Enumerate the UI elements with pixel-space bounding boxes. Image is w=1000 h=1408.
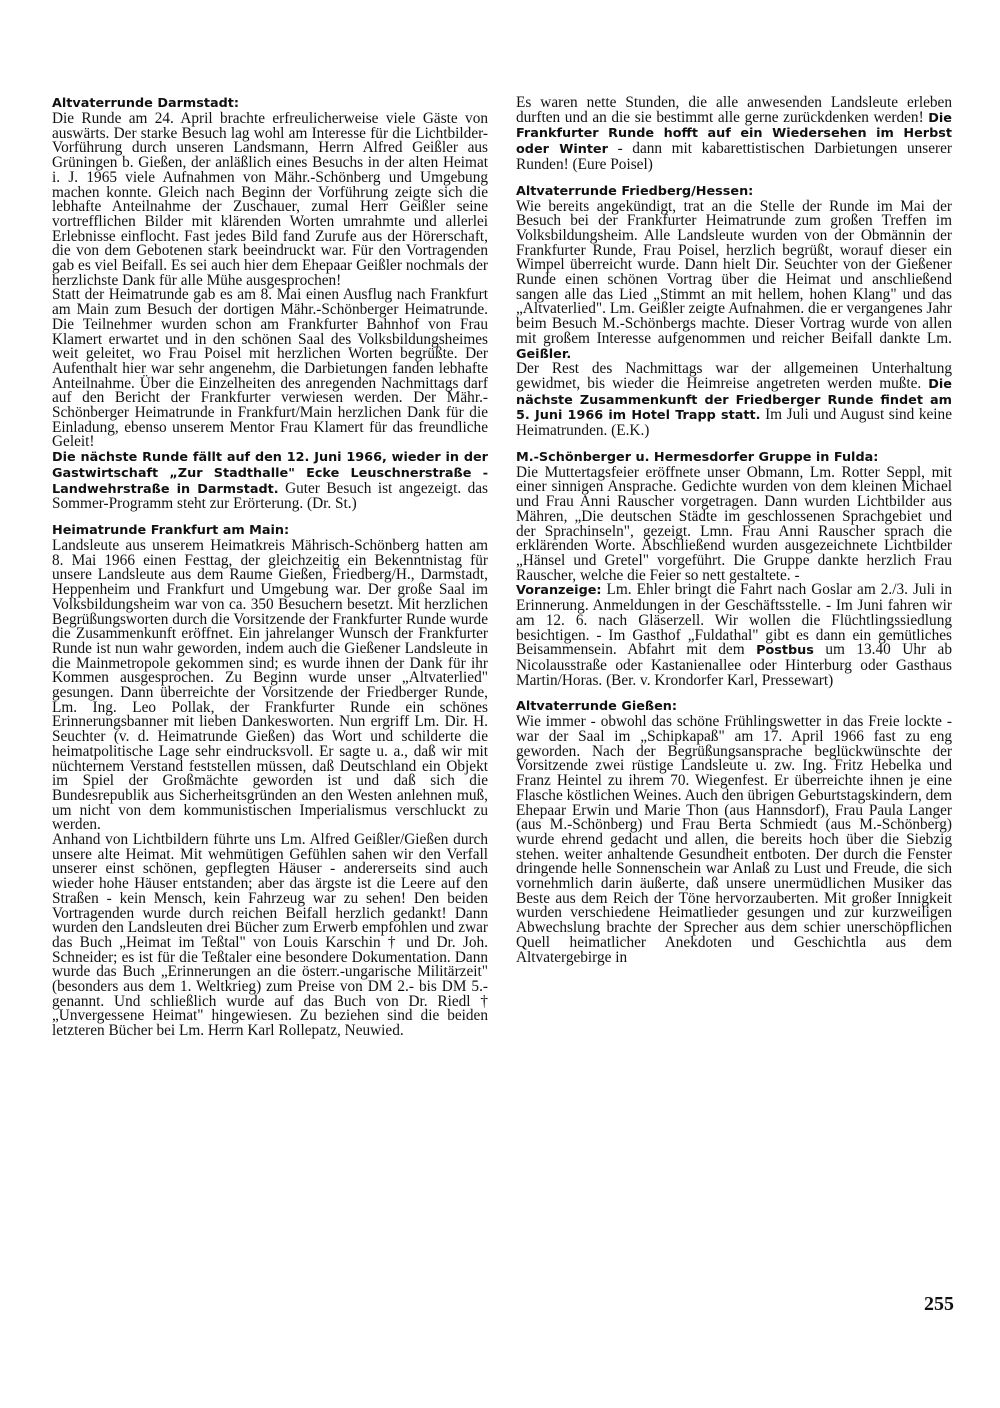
- section-giessen: [516, 699, 952, 965]
- section-heading: Altvaterrunde Friedberg/Hessen:: [516, 183, 754, 199]
- bold-announcement: Die nächste Runde fällt auf den 12. Juni 1966, wieder in der Gastwirtschaft „Zur Stadthalle" Ecke Leuschnerstraße - Landwehrstraße in Darmstadt.: [52, 450, 488, 497]
- bold-announcement: Die nächste Zusammenkunft der Friedberger Runde findet am 5. Juni 1966 im Hotel Trapp statt.: [516, 376, 952, 424]
- text-run: Der Rest des Nachmittags war der allgemeinen Unterhaltung gewidmet, bis wieder die Heimreise angetreten werden mußte.: [516, 360, 952, 392]
- text-run: Guter Besuch ist angezeigt. das Sommer-Programm steht zur Erörterung. (Dr. St.): [52, 479, 488, 513]
- paragraph: [52, 450, 488, 512]
- page-number: 255: [924, 1293, 954, 1315]
- paragraph: [516, 362, 952, 439]
- section-heading: Heimatrunde Frankfurt am Main:: [52, 522, 290, 538]
- paragraph: Wie immer - obwohl das schöne Frühlingswetter in das Freie lockte - war der Saal im „Schipkapaß" am 17. April 1966 fast zu eng geworden. Nach der Begrüßungsansprache beglückwünschte der Vorsitzende zwei rüstige Landsleute u. zw. Ing. Fritz Hebelka und Franz Heintel zu ihrem 70. Wiegenfest. Er überreichte ihnen je eine Flasche köstlichen Weines. Auch den übrigen Geburtstagskindern, dem Ehepaar Erwin und Marie Thon (aus Hannsdorf), Frau Paula Langer (aus M.-Schönberg) und Frau Berta Schmiedt (aus M.-Schönberg) wurde ehrend gedacht und allen, die bereits hoch über die Siebzig stehen. weiter anhaltende Gesundheit entboten. Der durch die Fenster dringende helle Sonnenschein war Anlaß zu Lust und Freude, die sich vornehmlich darin äußerte, daß unsere unermüdlichen Musiker das Beste aus dem Reich der Töne hervorzauberten. Mit großer Innigkeit wurden verschiedene Heimatlieder gesungen und zur kurzweiligen Abwechslung brachte der Sprecher aus dem schier unerschöpflichen Quell heimatlicher Anekdoten und Geschichtla aus dem Altvatergebirge in: [516, 713, 952, 966]
- section-frankfurt-continued: [516, 96, 952, 173]
- paragraph: Die Muttertagsfeier eröffnete unser Obmann, Lm. Rotter Seppl, mit einer sinnigen Ansprache. Gedichte wurden von dem kleinen Michael und Frau Anni Rauscher vorgetragen. Dann wurden Lichtbilder aus Mähren, „Die deutschen Städte im geschlossenen Sprachgebiet und der Sprachinseln", gezeigt. Lmn. Frau Anni Rauscher sprach die erklärenden Worte. Abschließend wurden ausgezeichnete Lichtbilder „Hänsel und Gretel" vorgeführt. Die Gruppe dankte herzlich Frau Rauscher, welche die Feier so nett gestaltete. -: [516, 463, 952, 584]
- section-friedberg: [516, 184, 952, 439]
- bold-name: Geißler.: [516, 346, 572, 362]
- bold-label: Voranzeige:: [516, 583, 602, 599]
- text-run: Wie bereits angekündigt, trat an die Stelle der Runde im Mai der Besuch bei der Frankfurter Heimatrunde zum großen Treffen im Volksbildungsheim. Alle Landsleute wurden von der Obmännin der Frankfurter Runde, Frau Poisel, herzlich begrüßt, worauf dieser ein Wimpel überreicht wurde. Dann hielt Dir. Seuchter von der Gießener Runde einen schönen Vortrag über die Heimat und anschließend sangen alle das Lied „Stimmt an mit hellem, hohen Klang" und das „Altvaterlied". Lm. Geißler zeigte Aufnahmen. die er vergangenes Jahr beim Besuch M.-Schönbergs machte. Dieser Vortrag wurde von allen mit großem Interesse aufgenommen und reicher Beifall dankte Lm.: [516, 197, 952, 347]
- paragraph: Landsleute aus unserem Heimatkreis Mährisch-Schönberg hatten am 8. Mai 1966 einen Festtag, der gleichzeitig ein Bekenntnistag für unsere Landsleute aus dem Raume Gießen, Friedberg/H., Darmstadt, Heppenheim und Frankfurt und Umgebung war. Der große Saal im Volksbildungsheim war von ca. 350 Besuchern besetzt. Mit herzlichen Begrüßungsworten durch die Vorsitzende der Frankfurter Runde wurde die Zusammenkunft eröffnet. Ein jahrelanger Wunsch der Frankfurter Runde ist nun wahr geworden, indem auch die Gießener Landsleute in die Mainmetropole gekommen sind; es wurde ihnen der Dank für ihr Kommen ausgesprochen. Zu Beginn wurde unser „Altvaterlied" gesungen. Dann überreichte der Vorsitzende der Friedberger Runde, Lm. Ing. Leo Pollak, der Frankfurter Runde ein schönes Erinnerungsbanner mit lieben Dankesworten. Nun ergriff Lm. Dir. H. Seuchter (v. d. Heimatrunde Gießen) das Wort und schilderte die heimatpolitische Lage sehr eindrucksvoll. Er sagte u. a., daß wir mit nüchternem Verstand feststellen müssen, daß Deutschland ein Objekt im Spiel der Großmächte geworden ist und daß sich die Bundesrepublik aus Sicherheitsgründen an den Westen anlehnen muß, um nicht von dem kommunistischen Imperialismus verschluckt zu werden.: [52, 536, 488, 834]
- section-heading: Altvaterrunde Gießen:: [516, 699, 677, 715]
- paragraph: [516, 583, 952, 688]
- bold-announcement: Die Frankfurter Runde hofft auf ein Wiedersehen im Herbst oder Winter: [516, 110, 952, 158]
- paragraph: Die Runde am 24. April brachte erfreulicherweise viele Gäste von auswärts. Der starke Besuch lag wohl am Interesse für die Lichtbilder-Vorführung durch unseren Landsmann, Herrn Alfred Geißler aus Grüningen b. Gießen, der anläßlich eines Besuchs in der alten Heimat i. J. 1965 viele Aufnahmen von Mähr.-Schönberg und Umgebung machen konnte. Gleich nach Beginn der Vorführung zeigte sich die lebhafte Anteilnahme der Zuschauer, zumal Herr Geißler seine vortrefflichen Bilder mit klärenden Worten umrahmte und allerlei Erlebnisse einflocht. Fast jedes Bild fand Zurufe aus der Hörerschaft, die von dem Gebotenen stark beeindruckt war. Für den Vortragenden gab es viel Beifall. Es sei auch hier dem Ehepaar Geißler nochmals der herzlichste Dank für alle Mühe ausgesprochen!: [52, 110, 488, 289]
- section-fulda: [516, 450, 952, 689]
- section-frankfurt: [52, 523, 488, 1039]
- section-heading: Altvaterrunde Darmstadt:: [52, 96, 239, 111]
- paragraph: [516, 197, 952, 363]
- text-run: Lm. Ehler bringt die Fahrt nach Goslar am 2./3. Juli in Erinnerung. Anmeldungen in der Geschäftsstelle. - Im Juni fahren wir am 12. 6. nach Gläserzell. Wir wollen die Flüchtlingssiedlung besichtigen. - Im Gasthof „Fuldathal" gibt es dann ein gemütliches Beisammensein. Abfahrt mit dem: [516, 581, 952, 659]
- paragraph: Statt der Heimatrunde gab es am 8. Mai einen Ausflug nach Frankfurt am Main zum Besuch der dortigen Mähr.-Schönberger Heimatrunde. Die Teilnehmer wurden schon am Frankfurter Bahnhof von Frau Klamert erwartet und in den schönen Saal des Volksbildungsheimes weit geleitet, wo Frau Poisel mit herzlichen Worten begrüßte. Der Aufenthalt hier war sehr angenehm, die Darbietungen fanden lebhafte Anteilnahme. Über die Einzelheiten des anregenden Nachmittags darf auf den Bericht der Frankfurter verwiesen werden. Der Mähr.-Schönberger Heimatrunde in Frankfurt/Main herzlichen Dank für die Einladung, ebenso unserem Mentor Frau Klamert für das freundliche Geleit!: [52, 286, 488, 451]
- right-column: [516, 96, 952, 976]
- text-run: um 13.40 Uhr ab Nicolausstraße oder Kastanienallee oder Hinterburg oder Gasthaus Martin/Horas. (Ber. v. Krondorfer Karl, Pressewart): [516, 641, 952, 689]
- paragraph: Anhand von Lichtbildern führte uns Lm. Alfred Geißler/Gießen durch unsere alte Heimat. Mit wehmütigen Gefühlen sahen wir den Verfall unserer einst schönen, gepflegten Häuser - andererseits sind auch wieder hohe Häuser entstanden; aber das ärgste ist die Leere auf den Straßen - kein Mensch, kein Fahrzeug war zu sehen! Den beiden Vortragenden wurde durch reichen Beifall herzlich gedankt! Dann wurden den Landsleuten drei Bücher zum Erwerb empfohlen und zwar das Buch „Heimat im Teßtal" von Louis Karschin † und Dr. Joh. Schneider; es ist für die Teßtaler eine besondere Dokumentation. Dann wurde das Buch „Erinnerungen an die österr.-ungarische Militärzeit" (besonders aus dem 1. Weltkrieg) zum Preise von DM 2.- bis DM 5.- genannt. Und schließlich wurde auf das Buch von Dr. Riedl † „Unvergessene Heimat" hingewiesen. Zu beziehen sind die beiden letzteren Bücher bei Lm. Herrn Karl Rollepatz, Neuwied.: [52, 831, 488, 1040]
- section-darmstadt: [52, 96, 488, 512]
- text-run: Im Juli und August sind keine Heimatrunden. (E.K.): [516, 406, 952, 440]
- bold-word: Postbus: [756, 643, 814, 659]
- left-column: [52, 96, 488, 1050]
- section-heading: M.-Schönberger u. Hermesdorfer Gruppe in Fulda:: [516, 449, 879, 465]
- text-run: - dann mit kabarettistischen Darbietungen unserer Runden! (Eure Poisel): [516, 140, 953, 173]
- text-run: Es waren nette Stunden, die alle anwesenden Landsleute erleben durften und an die sie bestimmt alle gerne zurückdenken werden!: [516, 94, 952, 126]
- paragraph: [516, 96, 952, 173]
